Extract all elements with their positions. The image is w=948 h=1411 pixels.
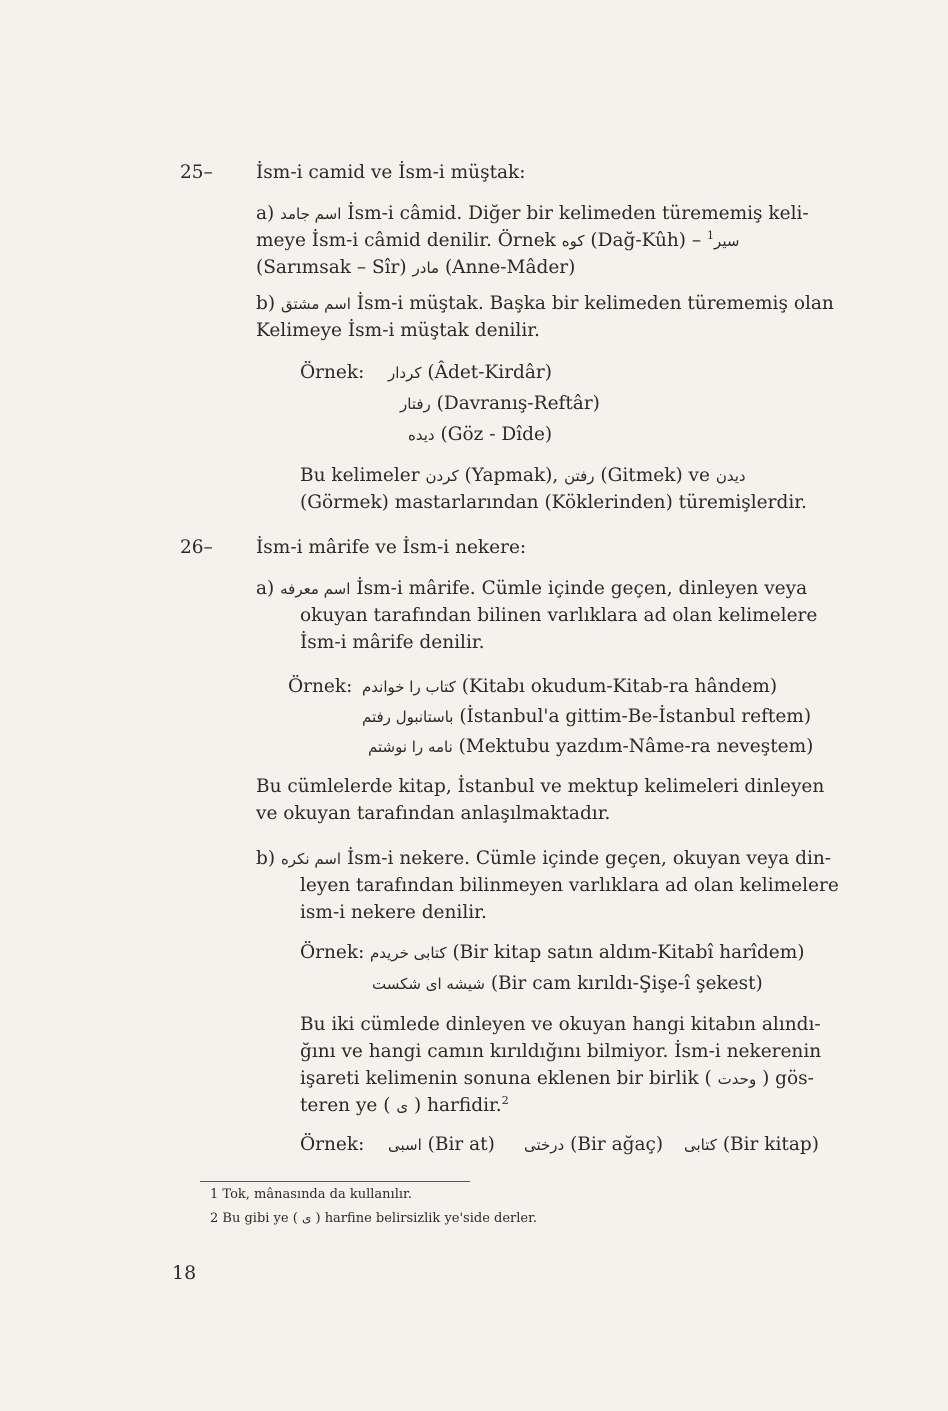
s26-para-line2: ğını ve hangi camın kırıldığını bilmiyor. İsm-i nekerenin <box>300 1041 822 1062</box>
s25-ex1-text: (Âdet-Kirdâr) <box>427 362 552 383</box>
s25-a-arabic-kuh: کوه <box>561 232 585 250</box>
s26-para-text3b: ) gös- <box>762 1068 814 1089</box>
s26-a-label: a) <box>256 578 275 599</box>
s26-last-example-3 <box>684 1132 819 1158</box>
s26-ex1-arabic: کتاب را خواندم <box>362 678 456 696</box>
s26-example-2 <box>362 704 811 730</box>
s26-b-line2: leyen tarafından bilinmeyen varlıklara ad olan kelimelere <box>300 875 839 896</box>
s26-para-line1: Bu iki cümlede dinleyen ve okuyan hangi kitabın alındı- <box>300 1014 821 1035</box>
s26-bex1-text: (Bir kitap satın aldım-Kitabî harîdem) <box>452 942 805 963</box>
footnote-ref-2: 2 <box>501 1093 509 1107</box>
s25-b-line2: Kelimeye İsm-i müştak denilir. <box>256 320 540 341</box>
page-number: 18 <box>172 1262 197 1284</box>
s26-comment-line2: ve okuyan tarafından anlaşılmaktadır. <box>256 803 611 824</box>
s25-b-line1 <box>256 291 834 317</box>
footnote-2-text-b: ) harfine belirsizlik ye'side derler. <box>315 1211 538 1226</box>
s25-ex1-arabic: کردار <box>388 364 422 382</box>
s25-example-label: Örnek: <box>300 362 365 383</box>
s26-a-line1 <box>256 576 807 602</box>
s25-note-arabic-diden: دیدن <box>715 467 746 485</box>
s26-a-arabic: اسم معرفه <box>280 580 351 598</box>
footnote-2 <box>210 1209 537 1228</box>
s26-ex3-text: (Mektubu yazdım-Nâme-ra neveştem) <box>458 736 814 757</box>
s26-b-example-1 <box>370 940 805 966</box>
s26-last-example-1 <box>388 1132 495 1158</box>
s25-a-line3 <box>256 255 575 281</box>
s26-last-text3: (Bir kitap) <box>722 1134 819 1155</box>
s25-ex3-text: (Göz - Dîde) <box>440 424 553 445</box>
s26-example-label: Örnek: <box>288 676 353 697</box>
s26-last-arabic-kitabi: کتابی <box>684 1136 717 1154</box>
s26-comment-line1: Bu cümlelerde kitap, İstanbul ve mektup kelimeleri dinleyen <box>256 776 825 797</box>
section-25-heading: İsm-i camid ve İsm-i müştak: <box>256 162 526 183</box>
s25-b-label: b) <box>256 293 276 314</box>
s25-note-line1 <box>300 463 746 489</box>
footnote-2-arabic-ye: ی <box>301 1211 312 1225</box>
s25-note-text1a: Bu kelimeler <box>300 465 420 486</box>
s26-a-line3: İsm-i mârife denilir. <box>300 632 485 653</box>
s25-a-label: a) <box>256 203 275 224</box>
s26-b-example-label: Örnek: <box>300 942 365 963</box>
s25-ex2-arabic: رفتار <box>400 395 431 413</box>
s26-ex2-text: (İstanbul'a gittim-Be-İstanbul reftem) <box>459 706 812 727</box>
s25-a-arabic-mader: مادر <box>412 259 440 277</box>
s25-a-line2 <box>256 228 739 254</box>
s25-ex2-text: (Davranış-Reftâr) <box>436 393 600 414</box>
footnote-ref-1: 1 <box>707 228 715 242</box>
footnote-divider <box>200 1181 470 1182</box>
s25-example-3 <box>408 422 552 448</box>
s25-b-text1: İsm-i müştak. Başka bir kelimeden türememiş olan <box>356 293 834 314</box>
section-25-number: 25– <box>180 162 213 183</box>
s25-a-text2a: meye İsm-i câmid denilir. Örnek <box>256 230 556 251</box>
s26-b-line1 <box>256 846 831 872</box>
s26-para-text4b: ) harfidir. <box>414 1095 502 1116</box>
s25-note-text1c: (Gitmek) ve <box>600 465 710 486</box>
s25-a-text3b: (Anne-Mâder) <box>444 257 576 278</box>
s26-ex2-arabic: باستانبول رفتم <box>362 708 454 726</box>
section-26-heading: İsm-i mârife ve İsm-i nekere: <box>256 537 527 558</box>
s26-a-text1: İsm-i mârife. Cümle içinde geçen, dinleyen veya <box>356 578 808 599</box>
s26-last-text2: (Bir ağaç) <box>570 1134 664 1155</box>
s26-bex2-arabic: شیشه ای شکست <box>372 975 485 993</box>
s26-bex2-text: (Bir cam kırıldı-Şişe-î şekest) <box>490 973 763 994</box>
s26-example-1 <box>362 674 777 700</box>
footnote-1: 1 Tok, mânasında da kullanılır. <box>210 1187 412 1202</box>
s25-example-2 <box>400 391 600 417</box>
s25-note-arabic-kerden: کردن <box>425 467 459 485</box>
s25-a-arabic-sir: سیر <box>714 232 740 250</box>
s26-para-text4a: teren ye ( <box>300 1095 391 1116</box>
s25-a-text2b: (Dağ-Kûh) – <box>590 230 702 251</box>
s26-last-arabic-asbi: اسبی <box>388 1136 422 1154</box>
s25-a-text1: İsm-i câmid. Diğer bir kelimeden türememiş keli- <box>347 203 809 224</box>
s26-b-arabic: اسم نکره <box>280 850 342 868</box>
s26-b-line3: ism-i nekere denilir. <box>300 902 487 923</box>
s25-ex3-arabic: دیده <box>408 426 435 444</box>
s25-example-1 <box>388 360 552 386</box>
s25-b-arabic: اسم مشتق <box>280 295 351 313</box>
s25-a-line1 <box>256 201 809 227</box>
s26-last-example-2 <box>524 1132 663 1158</box>
s26-ex1-text: (Kitabı okudum-Kitab-ra hândem) <box>461 676 778 697</box>
s26-para-arabic-vahdet: وحدت <box>717 1070 757 1088</box>
s25-note-line2: (Görmek) mastarlarından (Köklerinden) türemişlerdir. <box>300 492 807 513</box>
s26-ex3-arabic: نامه را نوشتم <box>368 738 453 756</box>
s26-para-line4 <box>300 1093 509 1119</box>
s25-a-text3a: (Sarımsak – Sîr) <box>256 257 407 278</box>
s26-last-example-label: Örnek: <box>300 1134 365 1155</box>
s26-example-3 <box>368 734 813 760</box>
s26-b-text1: İsm-i nekere. Cümle içinde geçen, okuyan veya din- <box>346 848 832 869</box>
s26-a-line2: okuyan tarafından bilinen varlıklara ad olan kelimelere <box>300 605 818 626</box>
s26-para-text3a: işareti kelimenin sonuna eklenen bir birlik ( <box>300 1068 712 1089</box>
s26-b-label: b) <box>256 848 276 869</box>
s26-para-arabic-ye: ی <box>396 1097 409 1115</box>
s26-para-line3 <box>300 1066 814 1092</box>
s26-last-arabic-dirahti: درختی <box>524 1136 565 1154</box>
s25-a-arabic: اسم جامد <box>280 205 342 223</box>
s26-b-example-2 <box>372 971 763 997</box>
section-26-number: 26– <box>180 537 213 558</box>
s25-note-text1b: (Yapmak), <box>464 465 559 486</box>
footnote-2-text-a: 2 Bu gibi ye ( <box>210 1211 298 1226</box>
s26-bex1-arabic: کتابی خریدم <box>370 944 447 962</box>
s26-last-text1: (Bir at) <box>427 1134 495 1155</box>
s25-note-arabic-reften: رفتن <box>564 467 595 485</box>
